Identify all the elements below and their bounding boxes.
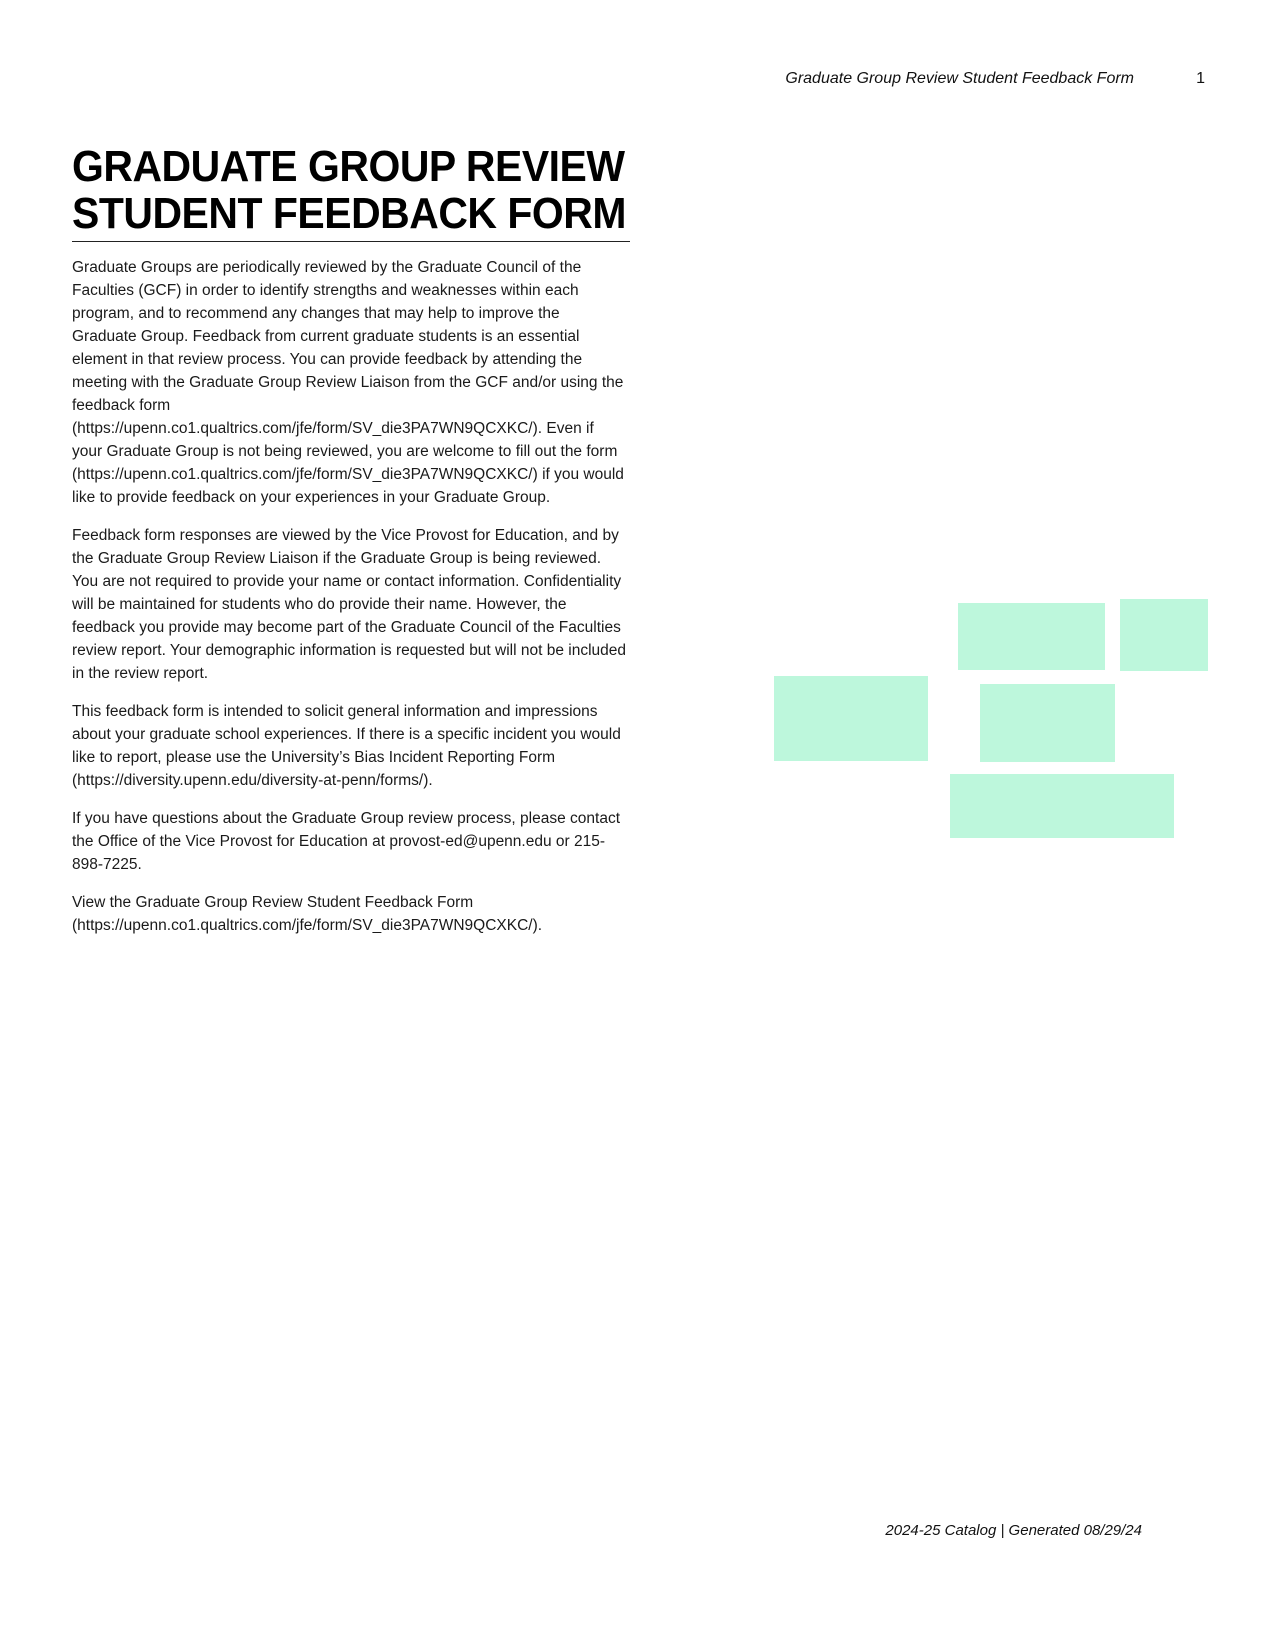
body-text bbox=[72, 256, 628, 937]
paragraph-confidentiality: Feedback form responses are viewed by the Vice Provost for Education, and by the Graduate Group Review Liaison if the Graduate Group is being reviewed. You are not required to provide your name or contact information. Confidentiality will be maintained for students who do provide their name. However, the feedback you provide may become part of the Graduate Council of the Faculties review report. Your demographic information is requested but will not be included in the review report. bbox=[72, 527, 627, 682]
page-footer: 2024-25 Catalog | Generated 08/29/24 bbox=[885, 1522, 1142, 1539]
page-number: 1 bbox=[1196, 70, 1205, 87]
page-title-line-1: GRADUATE GROUP REVIEW bbox=[72, 142, 625, 191]
decorative-block-2 bbox=[1120, 599, 1208, 671]
paragraph-contact: If you have questions about the Graduate Group review process, please contact the Office of the Vice Provost for Education at provost-ed@upenn.edu or 215-898-7225. bbox=[72, 810, 620, 873]
decorative-block-1 bbox=[958, 603, 1105, 670]
decorative-block-4 bbox=[980, 684, 1115, 762]
paragraph-intro: Graduate Groups are periodically reviewed by the Graduate Council of the Faculties (GCF) in order to identify strengths and weaknesses within each program, and to recommend any changes that may help to improve the Graduate Group. Feedback from current graduate students is an essential element in that review process. You can provide feedback by attending the meeting with the Graduate Group Review Liaison from the GCF and/or using the feedback form (https://upenn.co1.qualtrics.com/jfe/form/SV_die3PA7WN9QCXKC/). Even if your Graduate Group is not being reviewed, you are welcome to fill out the form (https://upenn.co1.qualtrics.com/jfe/form/SV_die3PA7WN9QCXKC/) if you would like to provide feedback on your experiences in your Graduate Group. bbox=[72, 259, 624, 506]
main-content bbox=[72, 143, 628, 952]
page-title-line-2: STUDENT FEEDBACK FORM bbox=[72, 189, 627, 238]
decorative-block-3 bbox=[774, 676, 928, 761]
paragraph-view-form: View the Graduate Group Review Student Feedback Form (https://upenn.co1.qualtrics.com/jfe/form/SV_die3PA7WN9QCXKC/). bbox=[72, 894, 543, 934]
paragraph-bias-reporting: This feedback form is intended to solicit general information and impressions about your graduate school experiences. If there is a specific incident you would like to report, please use the University’s Bias Incident Reporting Form (https://diversity.upenn.edu/diversity-at-penn/forms/). bbox=[72, 703, 621, 789]
page-title bbox=[72, 143, 630, 242]
decorative-block-5 bbox=[950, 774, 1174, 838]
running-title: Graduate Group Review Student Feedback Form bbox=[785, 70, 1134, 87]
